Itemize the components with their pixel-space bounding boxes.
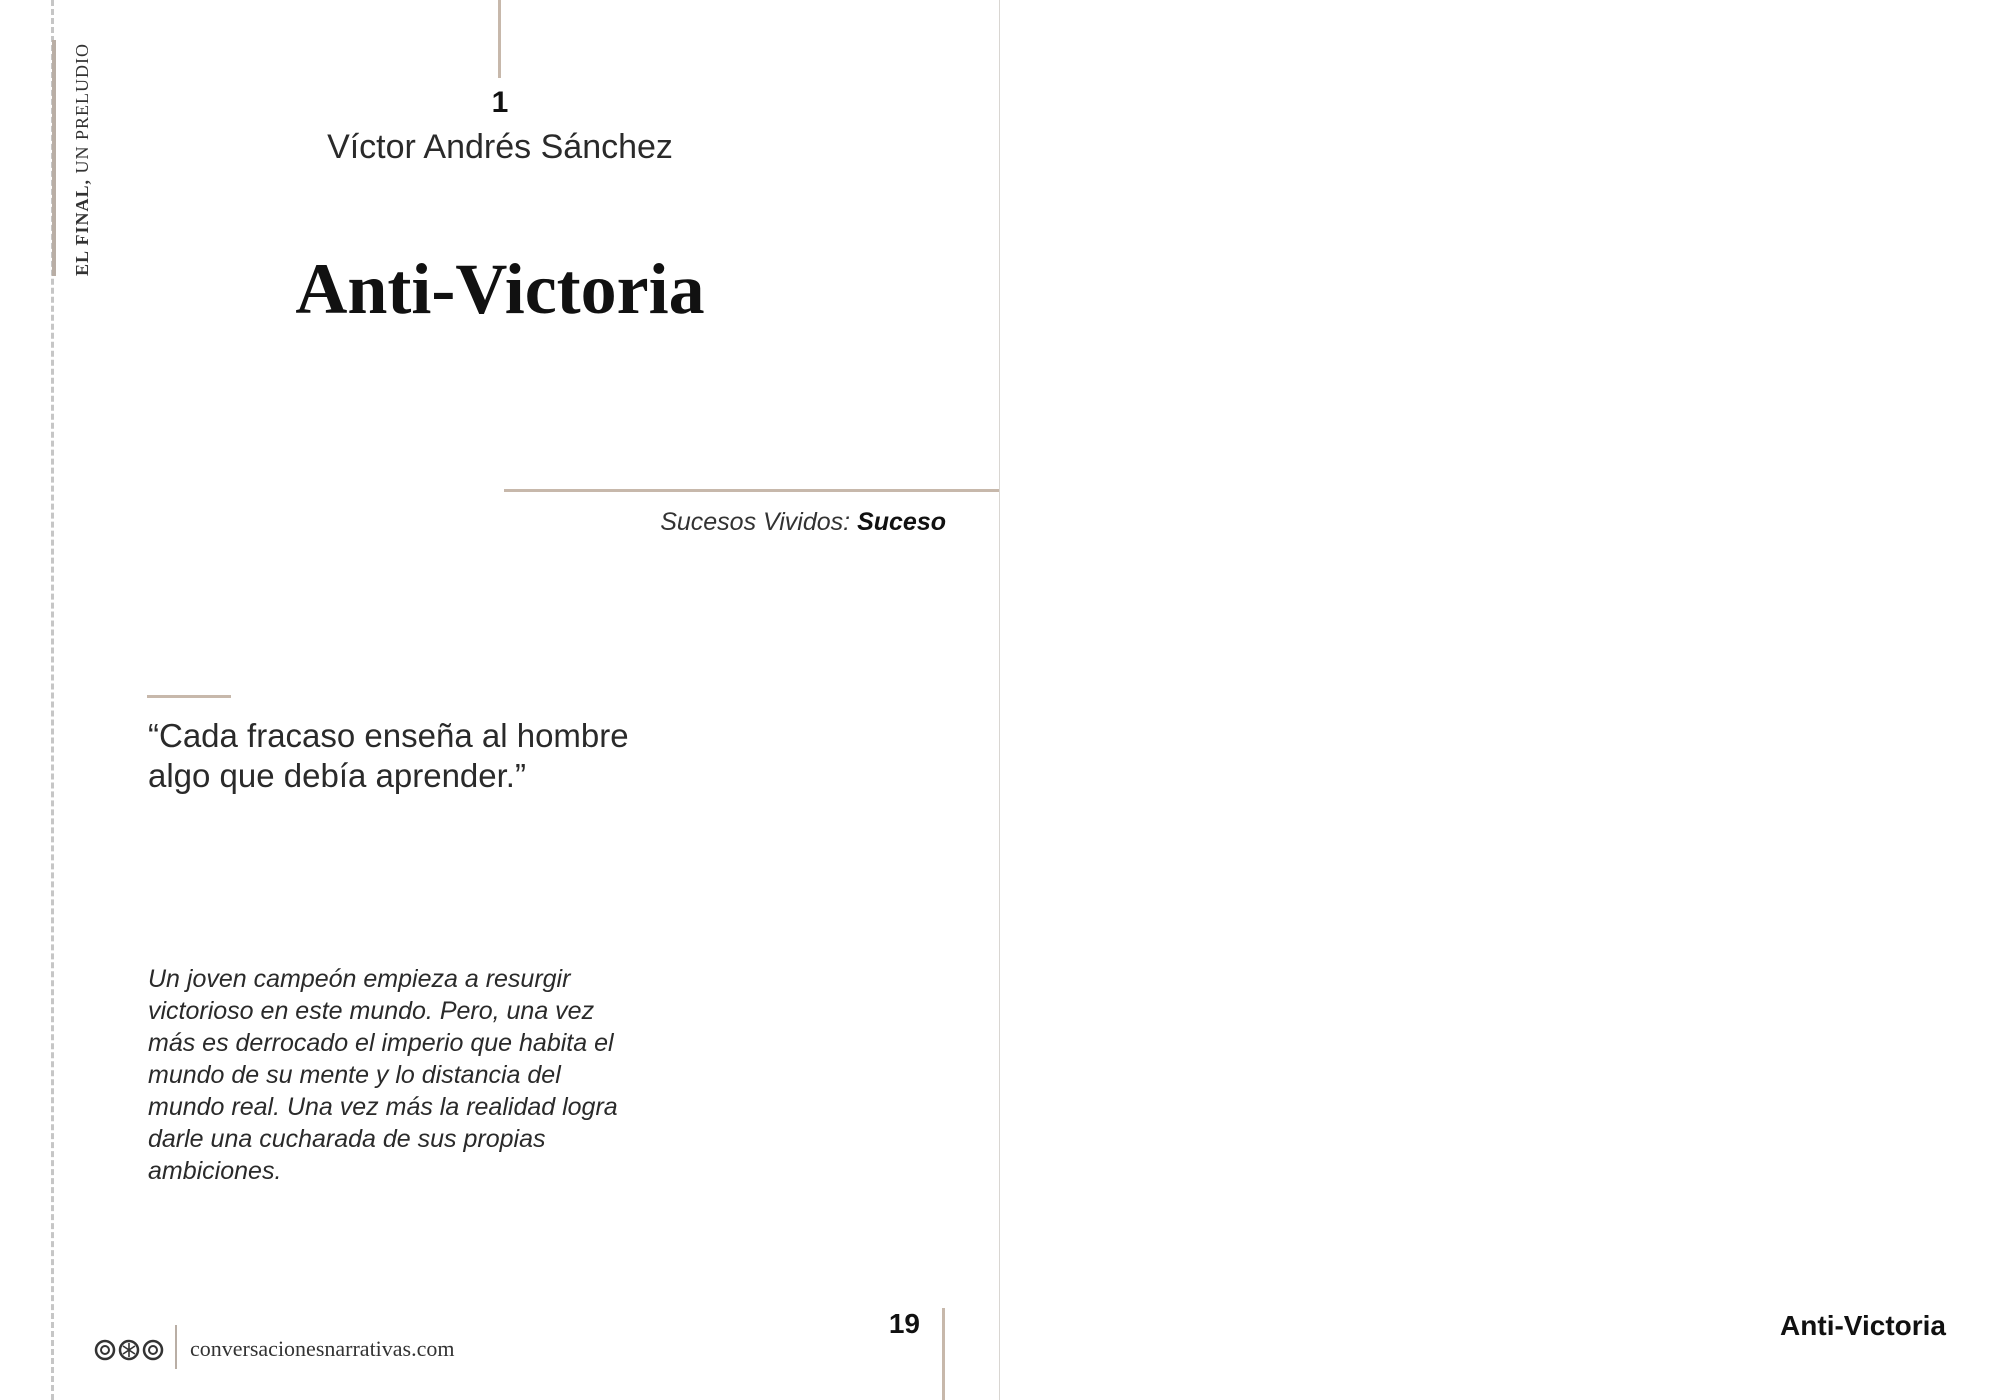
top-vertical-rule	[498, 0, 501, 78]
side-accent-bar	[52, 40, 56, 276]
website-link[interactable]: conversacionesnarrativas.com	[190, 1336, 455, 1361]
synopsis-line: mundo real. Una vez más la realidad logra	[148, 1093, 618, 1121]
footer-vertical-rule	[942, 1308, 945, 1400]
author-name: Víctor Andrés Sánchez	[327, 128, 673, 166]
right-page	[1000, 0, 2000, 1400]
book-side-title	[72, 43, 93, 276]
synopsis-line: Un joven campeón empieza a resurgir	[148, 965, 571, 993]
running-title: Anti-Victoria	[1780, 1310, 1946, 1341]
synopsis-line: darle una cucharada de sus propias	[148, 1125, 546, 1153]
category-name: Suceso	[857, 508, 946, 536]
synopsis-line: ambiciones.	[148, 1157, 282, 1185]
story-category	[546, 508, 946, 537]
category-prefix: Sucesos Vividos:	[660, 508, 858, 536]
footer-separator	[175, 1325, 177, 1369]
synopsis-line: victorioso en este mundo. Pero, una vez	[148, 997, 595, 1025]
synopsis-line: más es derrocado el imperio que habita el	[148, 1029, 614, 1057]
story-title: Anti-Victoria	[295, 249, 705, 329]
three-circles-logo-icon	[94, 1338, 164, 1362]
story-number: 1	[491, 86, 509, 119]
story-synopsis	[148, 963, 668, 1187]
page-number: 19	[888, 1308, 920, 1339]
book-series-rest: UN PRELUDIO	[72, 42, 92, 179]
quote-line: algo que debía aprender.”	[148, 757, 526, 794]
book-series-bold: EL FINAL,	[72, 178, 92, 276]
epigraph-quote	[148, 716, 708, 796]
synopsis-line: mundo de su mente y lo distancia del	[148, 1061, 561, 1089]
quote-line: “Cada fracaso enseña al hombre	[148, 717, 629, 754]
category-rule	[504, 489, 1000, 492]
quote-rule	[147, 695, 231, 698]
